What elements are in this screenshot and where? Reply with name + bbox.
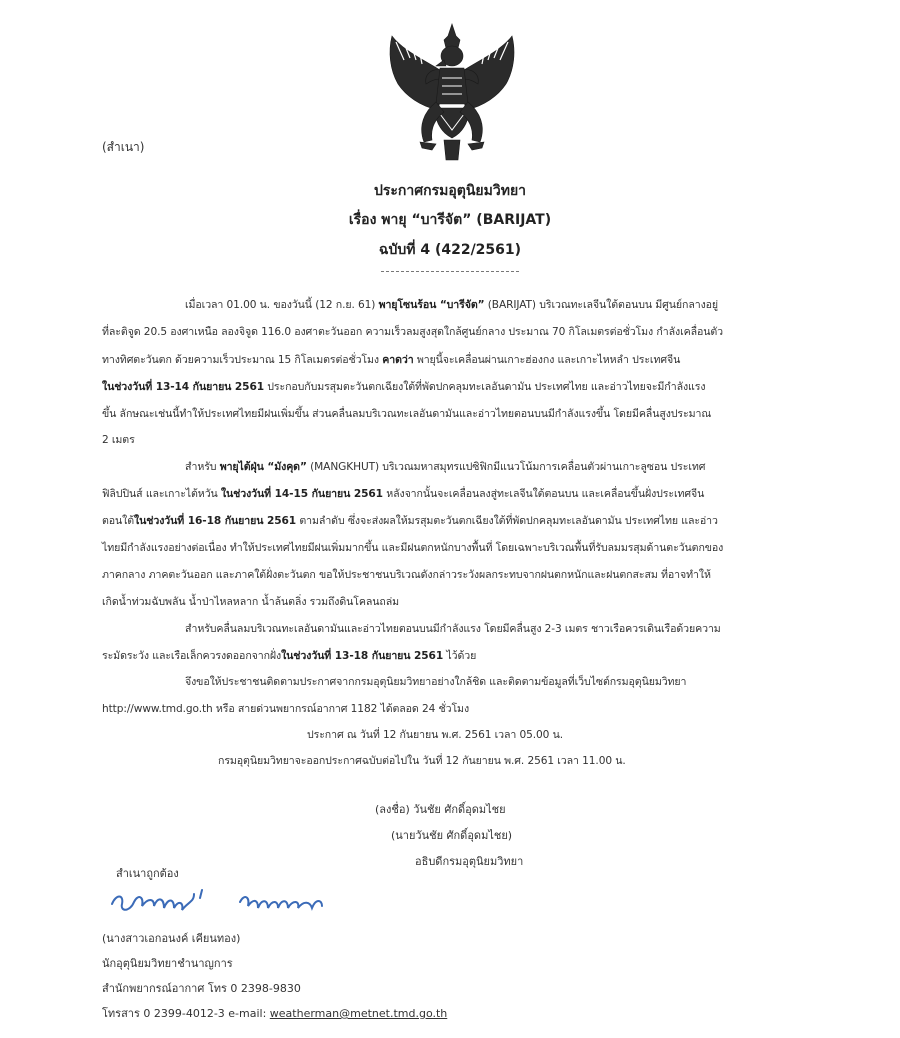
dashed-divider xyxy=(381,271,519,272)
paragraph-3-line-2: ระมัดระวัง และเรือเล็กควรงดออกจากฝั่งในช่วงวันที่ 13-18 กันยายน 2561 ไว้ด้วย xyxy=(102,650,477,662)
paragraph-1-line-1: เมื่อเวลา 01.00 น. ของวันนี้ (12 ก.ย. 61) พายุโซนร้อน “บารีจัต” (BARIJAT) บริเวณทะเลจีนใต้ตอนบน มีศูนย์กลางอยู่ xyxy=(185,299,719,311)
next-issue-notice: กรมอุตุนิยมวิทยาจะออกประกาศฉบับต่อไปใน วันที่ 12 กันยายน พ.ศ. 2561 เวลา 11.00 น. xyxy=(218,755,626,767)
certifier-position: นักอุตุนิยมวิทยาชำนาญการ xyxy=(102,957,233,970)
paragraph-1-line-5: ขึ้น ลักษณะเช่นนี้ทำให้ประเทศไทยมีฝนเพิ่มขึ้น ส่วนคลื่นลมบริเวณทะเลอันดามันและอ่าวไทยตอนบนมีกำลังแรงขึ้น โดยมีคลื่นสูงประมาณ xyxy=(102,408,712,420)
handwritten-signature xyxy=(108,884,338,918)
email-link[interactable]: weatherman@metnet.tmd.go.th xyxy=(269,1007,448,1020)
paragraph-2-line-1: สำหรับ พายุไต้ฝุ่น “มังคุด” (MANGKHUT) บริเวณมหาสมุทรแปซิฟิกมีแนวโน้มการเคลื่อนตัวผ่านเกาะลูซอน ประเทศ xyxy=(185,461,706,473)
paragraph-2-line-6: เกิดน้ำท่วมฉับพลัน น้ำป่าไหลหลาก น้ำล้นตลิ่ง รวมถึงดินโคลนถล่ม xyxy=(102,596,399,608)
paragraph-4-line-2: http://www.tmd.go.th หรือ สายด่วนพยากรณ์อากาศ 1182 ได้ตลอด 24 ชั่วโมง xyxy=(102,703,470,715)
paragraph-4-line-1: จึงขอให้ประชาชนติดตามประกาศจากกรมอุตุนิยมวิทยาอย่างใกล้ชิด และติดตามข้อมูลที่เว็บไซต์กรมอุตุนิยมวิทยา xyxy=(185,676,687,688)
copy-label: (สำเนา) xyxy=(102,140,145,154)
office-phone: สำนักพยากรณ์อากาศ โทร 0 2398-9830 xyxy=(102,982,301,995)
signatory-position: อธิบดีกรมอุตุนิยมวิทยา xyxy=(415,855,524,868)
paragraph-2-line-2: ฟิลิปปินส์ และเกาะไต้หวัน ในช่วงวันที่ 14-15 กันยายน 2561 หลังจากนั้นจะเคลื่อนลงสู่ทะเลจีนใต้ตอนบน และเคลื่อนขึ้นฝั่งประเทศจีน xyxy=(102,488,705,500)
certify-label: สำเนาถูกต้อง xyxy=(116,867,179,880)
paragraph-2-line-4: ไทยมีกำลังแรงอย่างต่อเนื่อง ทำให้ประเทศไทยมีฝนเพิ่มมากขึ้น และมีฝนตกหนักบางพื้นที่ โดยเฉพาะบริเวณพื้นที่รับลมมรสุมด้านตะวันตกของ xyxy=(102,542,724,554)
announce-date: ประกาศ ณ วันที่ 12 กันยายน พ.ศ. 2561 เวลา 05.00 น. xyxy=(307,729,563,741)
paragraph-1-line-4: ในช่วงวันที่ 13-14 กันยายน 2561 ประกอบกับมรสุมตะวันตกเฉียงใต้ที่พัดปกคลุมทะเลอันดามัน ประเทศไทย และอ่าวไทยจะมีกำลังแรง xyxy=(102,381,706,393)
paragraph-1-line-3: ทางทิศตะวันตก ด้วยความเร็วประมาณ 15 กิโลเมตรต่อชั่วโมง คาดว่า พายุนี้จะเคลื่อนผ่านเกาะฮ่องกง และเกาะไหหลำ ประเทศจีน xyxy=(102,354,681,366)
garuda-emblem-icon xyxy=(384,22,520,164)
issue-number: ฉบับที่ 4 (422/2561) xyxy=(378,242,522,258)
fax-email-line: โทรสาร 0 2399-4012-3 e-mail: weatherman@metnet.tmd.go.th xyxy=(102,1007,448,1020)
paragraph-3-line-1: สำหรับคลื่นลมบริเวณทะเลอันดามันและอ่าวไทยตอนบนมีกำลังแรง โดยมีคลื่นสูง 2-3 เมตร ชาวเรือควรเดินเรือด้วยความ xyxy=(185,623,721,635)
signatory-name: (นายวันชัย ศักดิ์อุดมไชย) xyxy=(391,829,513,842)
document-title: ประกาศกรมอุตุนิยมวิทยา xyxy=(373,183,527,199)
paragraph-2-line-3: ตอนใต้ในช่วงวันที่ 16-18 กันยายน 2561 ตามลำดับ ซึ่งจะส่งผลให้มรสุมตะวันตกเฉียงใต้ที่พัดปกคลุมทะเลอันดามัน ประเทศไทย และอ่าว xyxy=(102,515,718,527)
signed-line: (ลงชื่อ) วันชัย ศักดิ์อุดมไชย xyxy=(375,803,506,816)
certifier-name: (นางสาวเอกอนงค์ เคียนทอง) xyxy=(102,932,241,945)
paragraph-1-line-6: 2 เมตร xyxy=(102,434,135,446)
paragraph-2-line-5: ภาคกลาง ภาคตะวันออก และภาคใต้ฝั่งตะวันตก ขอให้ประชาชนบริเวณดังกล่าวระวังผลกระทบจากฝนตกหนักและฝนตกสะสม ที่อาจทำให้ xyxy=(102,569,711,581)
paragraph-1-line-2: ที่ละติจูด 20.5 องศาเหนือ ลองจิจูด 116.0 องศาตะวันออก ความเร็วลมสูงสุดใกล้ศูนย์กลาง ประมาณ 70 กิโลเมตรต่อชั่วโมง กำลังเคลื่อนตัว xyxy=(102,326,724,338)
document-subject: เรื่อง พายุ “บารีจัต” (BARIJAT) xyxy=(348,212,552,228)
